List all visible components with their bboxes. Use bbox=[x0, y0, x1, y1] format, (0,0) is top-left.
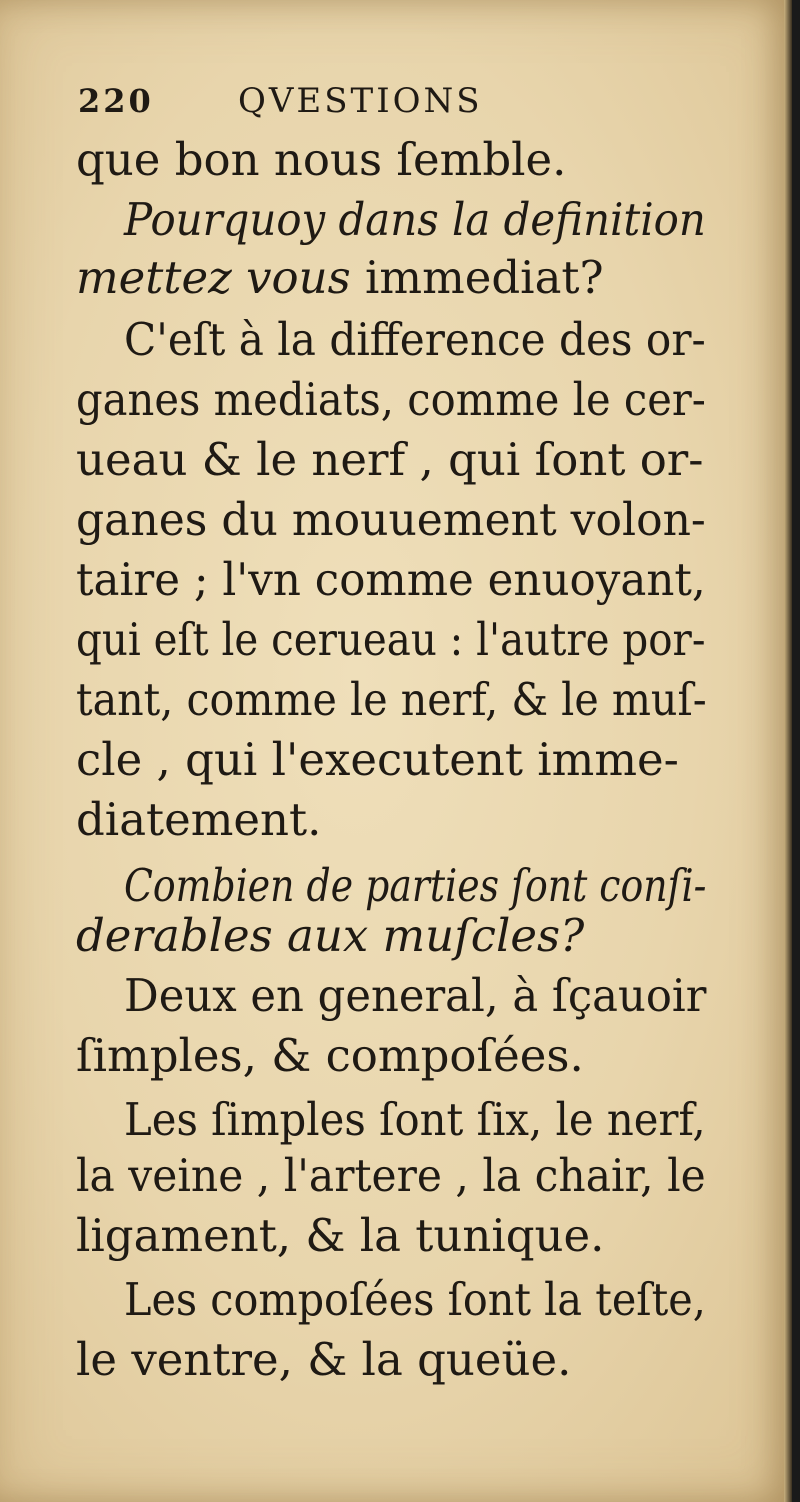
text-line bbox=[76, 1330, 571, 1390]
text-line bbox=[76, 1206, 604, 1266]
text-line bbox=[124, 966, 706, 1026]
text-line bbox=[76, 730, 679, 790]
roman-text: cle , qui l'executent imme- bbox=[76, 733, 679, 786]
roman-text: ganes mediats, comme le cer- bbox=[76, 373, 706, 426]
text-line bbox=[76, 430, 704, 490]
roman-text: Les compoſées ſont la teſte, bbox=[124, 1273, 706, 1326]
text-line bbox=[76, 790, 321, 850]
roman-text: ligament, & la tunique. bbox=[76, 1209, 605, 1262]
page-number: 220 bbox=[78, 82, 154, 120]
italic-text: Pourquoy dans la definition bbox=[124, 193, 706, 246]
running-header bbox=[78, 76, 483, 126]
italic-text: derables aux muſcles? bbox=[76, 909, 585, 962]
roman-text: C'eſt à la difference des or- bbox=[124, 313, 706, 366]
roman-text: taire ; l'vn comme enuoyant, bbox=[76, 553, 706, 606]
roman-text: le ventre, & la queüe. bbox=[76, 1333, 572, 1386]
roman-text: ſimples, & compoſées. bbox=[76, 1029, 584, 1082]
text-line bbox=[76, 1026, 584, 1086]
text-line bbox=[76, 490, 706, 550]
text-line bbox=[76, 130, 566, 190]
roman-text: que bon nous ſemble. bbox=[76, 133, 567, 186]
text-line bbox=[76, 248, 604, 308]
text-line bbox=[124, 1090, 706, 1150]
italic-text: Combien de parties ſont conſi- bbox=[124, 859, 707, 912]
roman-text: Les ſimples ſont ſix, le nerf, bbox=[124, 1093, 706, 1146]
text-line bbox=[76, 670, 707, 730]
italic-text: mettez vous bbox=[76, 251, 366, 304]
text-line bbox=[76, 370, 706, 430]
text-line bbox=[76, 906, 584, 966]
roman-text: diatement. bbox=[76, 793, 322, 846]
running-title: QVESTIONS bbox=[238, 81, 483, 121]
roman-text: qui eſt le cerueau : l'autre por- bbox=[76, 613, 706, 666]
roman-text: tant, comme le nerf, & le muſ- bbox=[76, 673, 707, 726]
text-line bbox=[76, 550, 706, 610]
text-line bbox=[76, 1146, 706, 1206]
roman-text: ueau & le nerf , qui ſont or- bbox=[76, 433, 704, 486]
roman-text: immediat? bbox=[365, 251, 604, 304]
text-line bbox=[124, 1270, 706, 1330]
text-line bbox=[124, 310, 706, 370]
roman-text: la veine , l'artere , la chair, le bbox=[76, 1149, 706, 1202]
text-line bbox=[76, 610, 705, 670]
text-line bbox=[124, 190, 706, 250]
roman-text: Deux en general, à ſçauoir bbox=[124, 969, 707, 1022]
roman-text: ganes du mouuement volon- bbox=[76, 493, 706, 546]
